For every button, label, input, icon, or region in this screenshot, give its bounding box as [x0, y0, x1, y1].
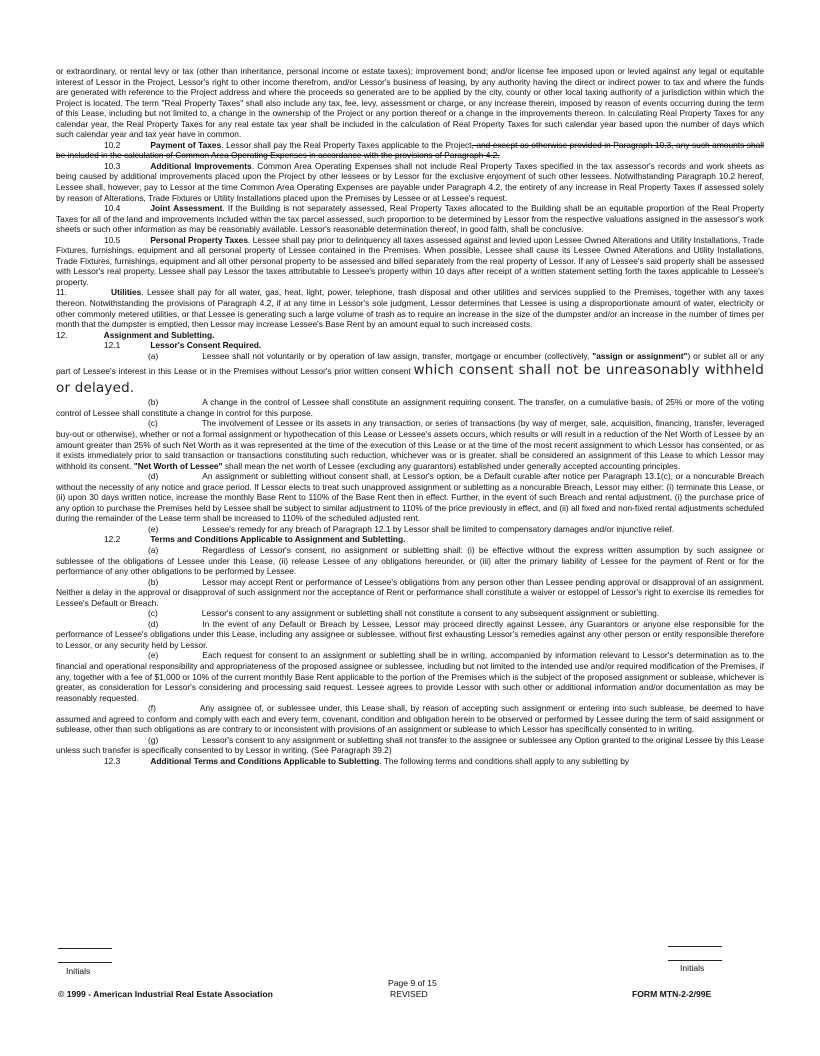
item-label: (d): [148, 618, 159, 629]
item-label: (a): [148, 350, 159, 361]
section-heading: Assignment and Subletting: [103, 329, 213, 340]
section-text: . If the Building is not separately assessed, Real Property Taxes allocated to the Building shall be an equitable proportion of the Real Property Taxes for all of the land and improvements included within the tax parcel assessed, such proportion to be determined by Lessor from the respective valuations assigned in the assessor's work sheets or such other information as may be reasonably available. Lessor's reasonable determination thereof, in good faith, shall be conclusive.: [56, 203, 764, 235]
section-heading: Terms and Conditions Applicable to Assignment and Subletting: [150, 534, 404, 545]
item-label: (b): [148, 397, 159, 408]
section-num: 12.: [56, 329, 68, 340]
section-heading: Personal Property Taxes: [150, 234, 248, 245]
section-num: 11.: [56, 287, 68, 298]
section-text: . Lessee shall pay for all water, gas, heat, light, power, telephone, trash disposal and other utilities and services supplied to the Premises, together with any taxes thereon. Notwithstanding the provisions of Paragraph 4.2, if at any time in Lessor's sole judgment, Lessor determines that Lessee is using a disproportionate amount of water, electricity or other commonly metered utilities, or that Lessee is generating such a large volume of trash as to require an increase in the size of the dumpster and/or an increase in the number of times per month that the dumpster is emptied, then Lessor may increase Lessee's Base Rent by an amount equal to such increased costs.: [56, 287, 764, 330]
paragraph-intro: or extraordinary, or rental levy or tax (other than inheritance, personal income or estate taxes); improvement bond; and/or license fee imposed upon or levied against any legal or equitable interest of Lessor in the Project, Lessor's right to other income therefrom, and/or Lessor's business of leasing, by any authority having the direct or indirect power to tax and where the funds are generated with reference to the Project address and where the proceeds so generated are to be applied by the city, county or other local taxing authority of a jurisdiction within which the Project is located. The term "Real Property Taxes" shall also include any tax, fee, levy, assessment or charge, or any increase therein, imposed by reason of events occurring during the term of this Lease, including but not limited to, a change in the ownership of the Project or any portion thereof or a change in the improvements thereon. In calculating Real Property Taxes for any calendar year, the Real Property Taxes for any real estate tax year shall be included in the calculation of Real Property Taxes for such calendar year based upon the number of days which such calendar year and tax year have in common.: [56, 66, 764, 140]
section-10-2: [56, 140, 764, 161]
item-text: The involvement of Lessee or its assets in any transaction, or series of transactions (by way of merger, sale, acquisition, financing, transfer, leveraged buy-out or otherwise), whether or not a formal assignment or hypothecation of this Lease or Lessee's assets occurs, which results or will result in a reduction of the Net Worth of Lessee by an amount greater than 25% of such Net Worth as it was represented at the time of the execution of this Lease or at the time of the most recent assignment to which Lessor has consented, or as it exists immediately prior to said transaction or transactions constituting such reduction, whichever was or is greater, shall be considered an assignment of this Lease to which Lessor may withhold its consent.: [56, 418, 764, 471]
section-12-3: [56, 756, 764, 767]
item-label: (b): [148, 576, 159, 587]
item-text: Lessor may accept Rent or performance of Lessee's obligations from any person other than Lessee pending approval or disapproval of an assignment. Neither a delay in the approval or disapproval of such assignment nor the acceptance of Rent or performance shall constitute a waiver or estoppel of Lessor's right to exercise its remedies for Lessee's Default or Breach.: [56, 576, 764, 608]
lease-page-body: [56, 66, 764, 766]
item-label: (g): [148, 734, 159, 745]
item-label: (c): [148, 608, 158, 619]
defined-term: "Net Worth of Lessee": [133, 460, 223, 471]
section-heading: Joint Assessment: [150, 203, 223, 214]
initials-line-left: [58, 948, 112, 949]
section-10-4: [56, 203, 764, 235]
item-12-1-c: [56, 418, 764, 471]
copyright-notice: © 1999 - American Industrial Real Estate Association: [58, 989, 273, 999]
section-num: 12.3: [104, 755, 121, 766]
revised-label: REVISED: [390, 989, 428, 999]
defined-term: "assign or assignment": [592, 350, 688, 361]
section-text: . Common Area Operating Expenses shall not include Real Property Taxes specified in the tax assessor's records and work sheets as being caused by additional improvements placed upon the Project by other lessees or by Lessor for the exclusive enjoyment of such other lessees. Notwithstanding Paragraph 10.2 hereof, Lessee shall, however, pay to Lessor at the time Common Area Operating Expenses are payable under Paragraph 4.2, the entirety of any increase in Real Property Taxes if assessed solely by reason of Alterations, Trade Fixtures or Utility Installations placed upon the Premises by Lessee or at Lessee's request.: [56, 160, 764, 203]
item-text: In the event of any Default or Breach by Lessee, Lessor may proceed directly against Lessee, any Guarantors or anyone else responsible for the performance of Lessee's obligations under this Lease, including any assignee or sublessee, without first exhausting Lessor's remedies against any other person or entity responsible therefore to Lessor, or any security held by Lessor.: [56, 618, 764, 650]
page-number: Page 9 of 15: [388, 978, 437, 988]
item-text: Lessee's remedy for any breach of Paragraph 12.1 by Lessor shall be limited to compensatory damages and/or injunctive relief.: [202, 523, 675, 534]
initials-label-right: Initials: [680, 963, 705, 973]
item-12-2-b: [56, 577, 764, 609]
item-text: Each request for consent to an assignment or subletting shall be in writing, accompanied by information relevant to Lessor's determination as to the financial and operational responsibility and appropriateness of the proposed assignee or sublessee, including but not limited to the intended use and/or required modification of the Premises, if any, together with a fee of $1,000 or 10% of the current monthly Base Rent applicable to the portion of the Premises which is the subject of the proposed assignment or sublease, whichever is greater, as consideration for Lessor's considering and processing said request. Lessee agrees to provide Lessor with such other or additional information and/or documentation as may be reasonably requested.: [56, 650, 764, 703]
item-label: (c): [148, 418, 158, 429]
section-12-1: 12.1 Lessor's Consent Required.: [104, 340, 262, 351]
section-10-3: [56, 161, 764, 203]
item-12-2-f: [56, 703, 764, 735]
section-num: 10.5: [104, 234, 121, 245]
section-heading: Payment of Taxes: [150, 139, 222, 150]
initials-line-right: [668, 946, 722, 947]
item-label: (d): [148, 471, 159, 482]
item-text: ) or sublet all or any part of Lessee's interest in this Lease or in the Premises without Lessor's prior written consent: [56, 350, 764, 377]
item-text: Regardless of Lessor's consent, no assignment or subletting shall: (i) be effective without the express written assumption by such assignee or sublessee of the obligations of Lessee under this Lease, (ii) release Lessee of any obligations hereunder, or (iii) alter the primary liability of Lessee for the payment of Rent or for the performance of any other obligations to be performed by Lessee.: [56, 544, 764, 577]
item-text: Any assignee of, or sublessee under, this Lease shall, by reason of accepting such assignment or entering into such sublease, be deemed to have assumed and agreed to conform and comply with each and every term, covenant, condition and obligation herein to be observed or performed by Lessee during the term of said assignment or sublease, other than such obligations as are contrary to or inconsistent with provisions of an assignment or sublease to which Lessor has specifically consented to in writing.: [56, 703, 764, 735]
item-label: (e): [148, 650, 159, 661]
item-12-1-b: [56, 397, 764, 418]
item-label: (f): [148, 703, 156, 714]
section-num: 12.1: [104, 340, 121, 351]
form-number: FORM MTN-2-2/99E: [632, 989, 712, 999]
initials-line-left-2: [58, 962, 112, 963]
section-text: . Lessee shall pay prior to delinquency all taxes assessed against and levied upon Lessee Owned Alterations and Utility Installations, Trade Fixtures, furnishings, equipment and all personal property of Lessee contained in the Premises. When possible, Lessee shall cause its Lessee Owned Alterations and Utility Installations, Trade Fixtures, furnishings, equipment and all other personal property to be assessed and billed separately from the real property of Lessor. If any of Lessee's said property shall be assessed with Lessor's real property, Lessee shall pay Lessor the taxes attributable to Lessee's property within 10 days after receipt of a written statement setting forth the taxes applicable to Lessee's property.: [56, 234, 764, 287]
section-12: 12. Assignment and Subletting.: [56, 329, 215, 340]
struck-text: , and except as otherwise provided in Paragraph 10.3, any such amounts shall be included in the calculation of Common Area Operating Expenses in accordance with the provisions of Paragraph 4.2.: [56, 139, 765, 161]
section-num: 10.4: [104, 203, 121, 214]
item-text: An assignment or subletting without consent shall, at Lessor's option, be a Default curable after notice per Paragraph 13.1(c), or a noncurable Breach without the necessity of any notice and grace period. If Lessor elects to treat such unapproved assignment or subletting as a noncurable Breach, Lessor may either: (i) terminate this Lease, or (ii) upon 30 days written notice, increase the monthly Base Rent to 110% of the Base Rent then in effect. Further, in the event of such Breach and rental adjustment, (i) the purchase price of any option to purchase the Premises held by Lessee shall be subject to similar adjustment to 110% of the price previously in effect, and (ii) all fixed and non-fixed rental adjustments scheduled during the remainder of the Lease term shall be increased to 110% of the scheduled adjusted rent.: [56, 471, 764, 524]
item-12-1-e: [56, 524, 764, 535]
section-11: [56, 287, 764, 329]
section-10-5: [56, 235, 764, 288]
section-num: 10.2: [104, 139, 121, 150]
section-text: . Lessor shall pay the Real Property Taxes applicable to the Project: [221, 139, 472, 150]
section-heading: Utilities: [111, 287, 142, 298]
item-12-1-d: [56, 471, 764, 524]
initials-line-right-2: [668, 960, 722, 961]
item-12-2-c: [56, 608, 764, 619]
section-heading: Additional Improvements: [150, 160, 252, 171]
initials-label-left: Initials: [66, 966, 91, 976]
item-text: Lessor's consent to any assignment or subletting shall not constitute a consent to any subsequent assignment or subletting.: [201, 608, 660, 619]
item-label: (a): [148, 544, 159, 555]
section-heading: Lessor's Consent Required: [150, 340, 259, 351]
item-text: A change in the control of Lessee shall constitute an assignment requiring consent. The transfer, on a cumulative basis, of 25% or more of the voting control of Lessee shall constitute a change in control for this purpose.: [56, 397, 764, 418]
section-heading: Additional Terms and Conditions Applicable to Subletting: [150, 755, 380, 766]
item-label: (e): [148, 523, 159, 534]
item-text: Lessee shall not voluntarily or by operation of law assign, transfer, mortgage or encumber (collectively,: [202, 350, 590, 361]
section-text: . The following terms and conditions shall apply to any subletting by: [379, 755, 630, 766]
item-text: Lessor's consent to any assignment or subletting shall not transfer to the assignee or sublessee any Option granted to the original Lessee by this Lease unless such transfer is specifically consented to by Lessor in writing. (See Paragraph 39.2): [56, 734, 764, 756]
section-num: 10.3: [104, 160, 121, 171]
item-12-2-g: [56, 735, 764, 756]
item-12-2-a: [56, 545, 764, 577]
item-12-2-e: [56, 650, 764, 703]
section-12-2: 12.2 Terms and Conditions Applicable to Assignment and Subletting.: [104, 534, 406, 545]
section-num: 12.2: [104, 534, 121, 545]
item-12-1-a: [56, 351, 764, 398]
item-text: shall mean the net worth of Lessee (excluding any guarantors) established under generally accepted accounting principles.: [224, 460, 681, 471]
item-12-2-d: [56, 619, 764, 651]
handwritten-insert: which consent shall not be unreasonably withheld or delayed.: [56, 362, 765, 397]
